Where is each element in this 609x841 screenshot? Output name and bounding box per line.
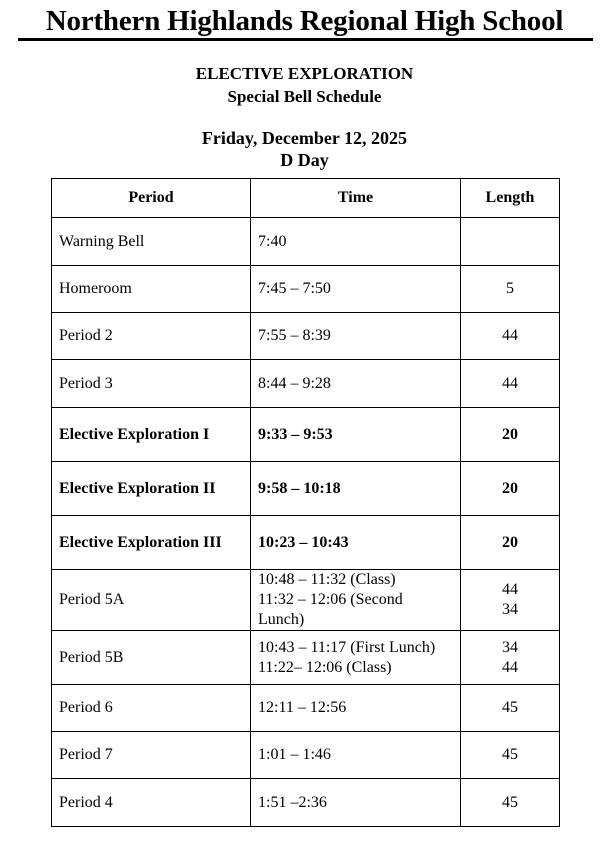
table-row — [52, 462, 560, 516]
length-line: 5 — [506, 280, 514, 297]
period-cell: Period 5A — [52, 570, 251, 631]
school-name: Northern Highlands Regional High School — [45, 5, 564, 37]
length-line: 44 — [502, 327, 518, 344]
table-row — [52, 360, 560, 408]
header-time: Time — [251, 179, 461, 218]
table-row — [52, 218, 560, 266]
time-cell — [251, 516, 461, 570]
length-line: 44 — [502, 658, 518, 676]
table-header-row — [52, 179, 560, 218]
period-cell: Homeroom — [52, 266, 251, 313]
table-row — [52, 516, 560, 570]
table-row — [52, 732, 560, 779]
time-line: 11:22– 12:06 (Class) — [258, 658, 392, 676]
schedule-title: ELECTIVE EXPLORATION — [195, 64, 414, 83]
length-line: 20 — [502, 425, 518, 443]
length-cell — [461, 732, 560, 779]
time-line: 10:48 – 11:32 (Class) — [258, 571, 396, 588]
time-cell — [251, 408, 461, 462]
length-cell — [461, 516, 560, 570]
period-cell: Elective Exploration II — [52, 462, 251, 516]
time-cell — [251, 313, 461, 360]
time-cell — [251, 779, 461, 827]
length-cell — [461, 408, 560, 462]
time-cell — [251, 631, 461, 685]
table-row — [52, 685, 560, 732]
length-cell — [461, 360, 560, 408]
title-divider — [18, 38, 593, 41]
length-cell — [461, 462, 560, 516]
period-cell: Warning Bell — [52, 218, 251, 266]
length-cell — [461, 631, 560, 685]
length-cell — [461, 266, 560, 313]
period-cell: Period 5B — [52, 631, 251, 685]
time-cell — [251, 266, 461, 313]
length-cell — [461, 313, 560, 360]
length-line: 20 — [502, 479, 518, 497]
length-line: 34 — [502, 638, 518, 656]
header-period: Period — [52, 179, 251, 218]
time-line: 9:58 – 10:18 — [258, 479, 341, 497]
table-row — [52, 313, 560, 360]
time-cell — [251, 685, 461, 732]
period-cell: Period 6 — [52, 685, 251, 732]
length-cell — [461, 685, 560, 732]
length-cell — [461, 779, 560, 827]
time-line: 7:45 – 7:50 — [258, 280, 331, 297]
length-line: 20 — [502, 533, 518, 551]
time-line: 10:43 – 11:17 (First Lunch) — [258, 638, 436, 656]
period-cell: Period 2 — [52, 313, 251, 360]
length-line: 45 — [502, 746, 518, 763]
table-row — [52, 570, 560, 631]
length-cell — [461, 570, 560, 631]
table-row — [52, 408, 560, 462]
time-cell — [251, 218, 461, 266]
length-cell — [461, 218, 560, 266]
time-line: 1:51 –2:36 — [258, 793, 327, 811]
time-cell — [251, 732, 461, 779]
time-line: 11:32 – 12:06 (Second — [258, 591, 403, 608]
period-cell: Elective Exploration III — [52, 516, 251, 570]
time-line: 12:11 – 12:56 — [258, 699, 347, 716]
period-cell: Period 7 — [52, 732, 251, 779]
time-line: 10:23 – 10:43 — [258, 533, 349, 551]
period-cell: Period 3 — [52, 360, 251, 408]
length-line: 44 — [502, 581, 518, 598]
header-length: Length — [461, 179, 560, 218]
time-line: 7:55 – 8:39 — [258, 327, 331, 344]
schedule-subtitle: Special Bell Schedule — [227, 87, 382, 106]
length-line: 45 — [502, 699, 518, 716]
table-row — [52, 631, 560, 685]
time-line: 8:44 – 9:28 — [258, 374, 331, 392]
length-line: 44 — [502, 374, 518, 392]
time-cell — [251, 570, 461, 631]
time-line: 7:40 — [258, 232, 287, 250]
period-cell: Period 4 — [52, 779, 251, 827]
time-line: 1:01 – 1:46 — [258, 746, 331, 763]
day-label: D Day — [280, 150, 329, 170]
bell-schedule-table — [51, 178, 560, 827]
time-cell — [251, 462, 461, 516]
length-line: 45 — [502, 793, 518, 811]
length-line: 34 — [502, 601, 518, 618]
table-row — [52, 779, 560, 827]
time-line: Lunch) — [258, 611, 305, 628]
time-cell — [251, 360, 461, 408]
period-cell: Elective Exploration I — [52, 408, 251, 462]
time-line: 9:33 – 9:53 — [258, 425, 333, 443]
table-row — [52, 266, 560, 313]
schedule-date: Friday, December 12, 2025 — [201, 128, 408, 148]
